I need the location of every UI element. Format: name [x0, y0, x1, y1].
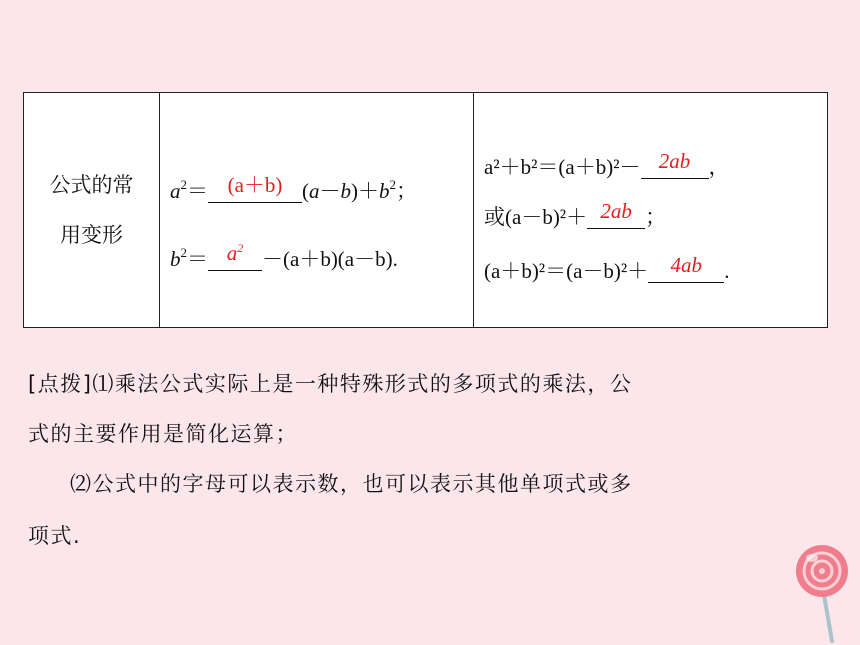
formula-sum-squares-2: 或(a－b)²＋ 2ab ； [484, 199, 667, 229]
note-line-1: [点拨]⑴乘法公式实际上是一种特殊形式的多项式的乘法，公 [28, 372, 633, 396]
lollipop-icon [792, 543, 852, 643]
row-label [37, 160, 147, 260]
answer-2ab-2: 2ab [600, 199, 632, 223]
label-line-2: 用变形 [60, 223, 123, 247]
label-cell [24, 93, 160, 327]
blank-3 [641, 149, 709, 179]
answer-2ab-1: 2ab [658, 149, 691, 173]
answer-a-squared: $a^2$ [226, 241, 244, 265]
formula-square-relation: (a＋b)²＝(a－b)²＋ 4ab . [484, 253, 730, 283]
formula-sum-squares-1: a²＋b²＝(a＋b)²－ 2ab ， [484, 149, 730, 179]
answer-a-plus-b: (a＋b) [227, 173, 283, 197]
note-line-3: ⑵公式中的字母可以表示数，也可以表示其他单项式或多 [70, 472, 633, 496]
answer-4ab: 4ab [670, 253, 702, 277]
label-line-1: 公式的常 [49, 173, 134, 197]
note-line-2: 式的主要作用是简化运算； [28, 422, 298, 446]
blank-2 [208, 241, 262, 271]
blank-4 [587, 199, 645, 229]
formula-table [23, 92, 828, 328]
formula-b-squared: $b^2= a^2 -(a+b)(a-b)$. [170, 241, 398, 271]
variant-cell-2 [474, 93, 827, 327]
variant-cell-1 [160, 93, 474, 327]
blank-1 [208, 173, 302, 203]
formula-a-squared: $a^2= (a+b)$ $(a-b)+b^2$； [170, 173, 417, 203]
blank-5 [648, 253, 724, 283]
note-line-4: 项式. [28, 524, 82, 548]
